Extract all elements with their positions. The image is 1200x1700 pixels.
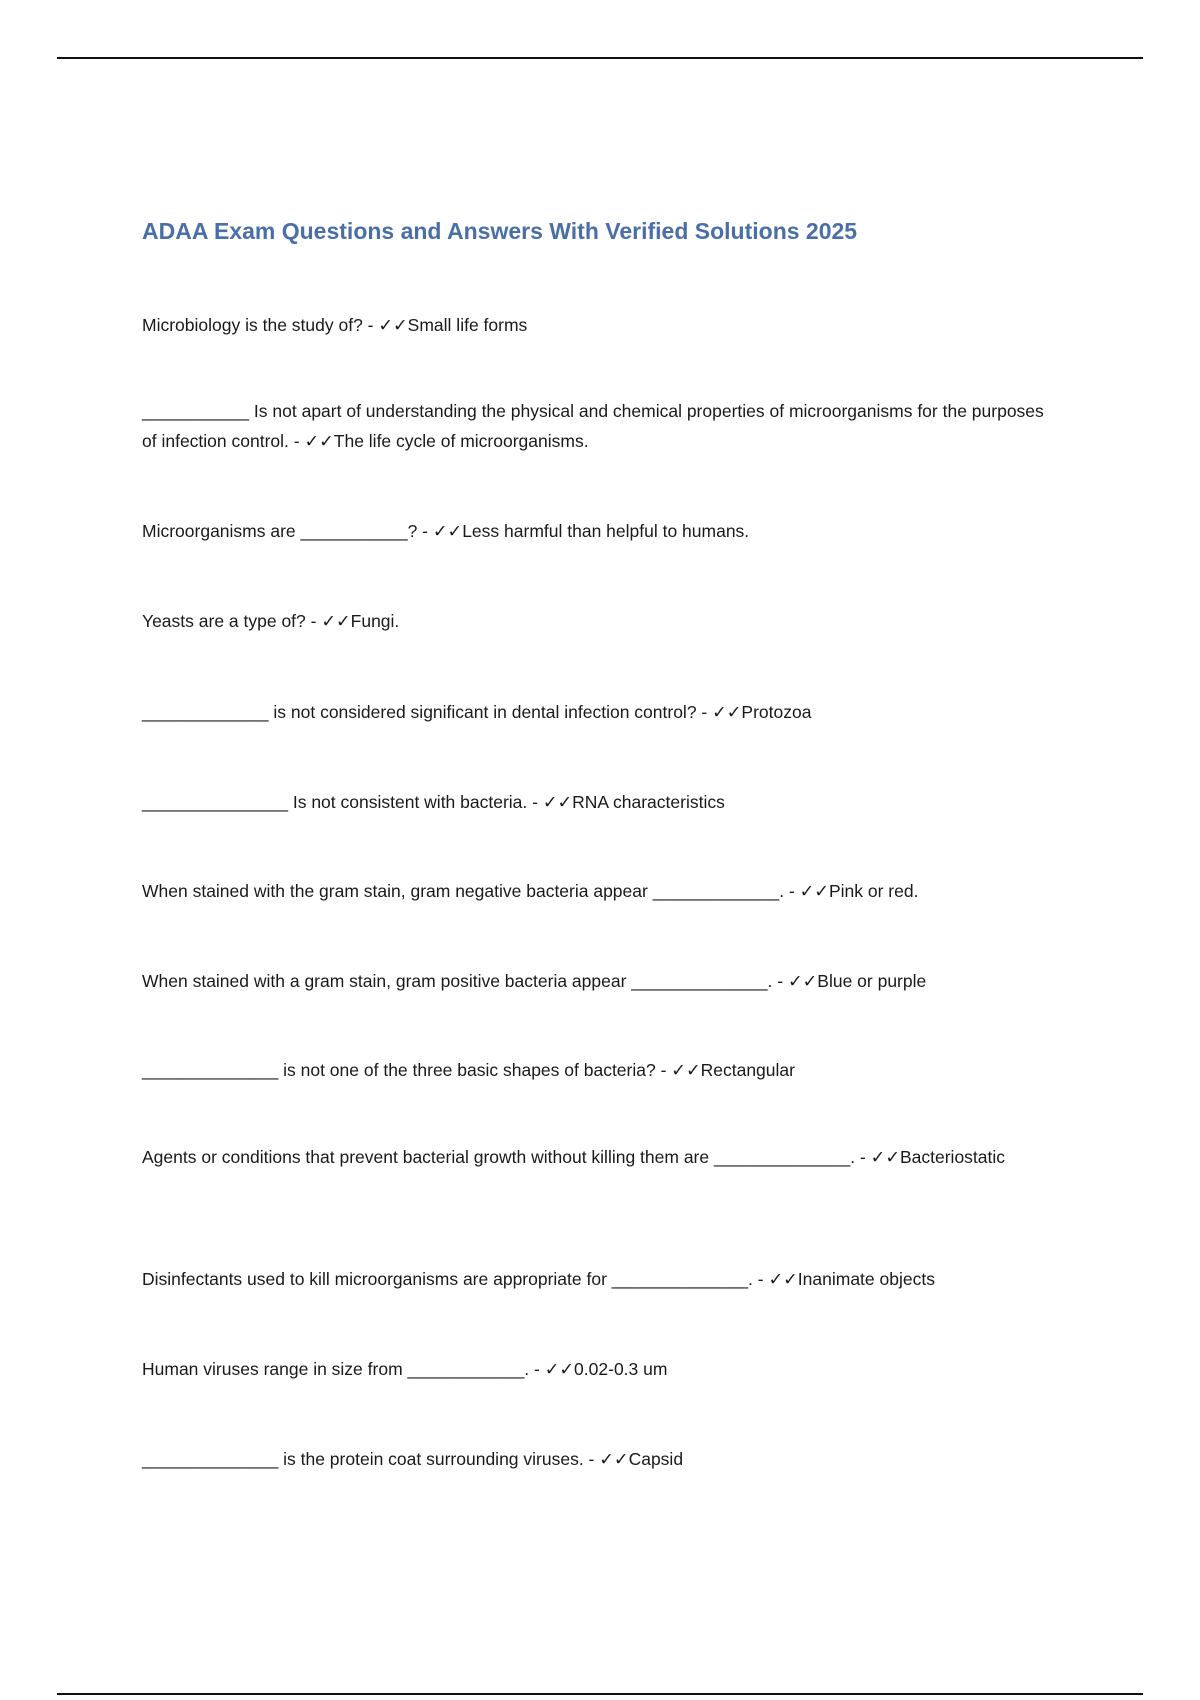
answer-text: ✓✓Small life forms <box>378 315 528 335</box>
answer-text: ✓✓Bacteriostatic <box>870 1147 1006 1167</box>
qa-item-6 <box>142 787 1062 817</box>
question-text: _______________ Is not consistent with bacteria. - <box>142 792 543 812</box>
document-title: ADAA Exam Questions and Answers With Verified Solutions 2025 <box>142 218 858 244</box>
bottom-rule <box>57 1693 1143 1695</box>
answer-text: ✓✓Pink or red. <box>799 881 919 901</box>
question-text: Agents or conditions that prevent bacterial growth without killing them are ______________. - <box>142 1147 871 1167</box>
question-text: ___________ Is not apart of understanding the physical and chemical properties of microorganisms for the purposes of infection control. - <box>142 401 1044 451</box>
answer-text: ✓✓Less harmful than helpful to humans. <box>432 521 750 541</box>
answer-text: ✓✓The life cycle of microorganisms. <box>304 431 589 451</box>
question-text: Human viruses range in size from ____________. - <box>142 1359 545 1379</box>
qa-item-1 <box>142 310 1062 340</box>
qa-item-10 <box>142 1142 1062 1172</box>
question-text: ______________ is the protein coat surrounding viruses. - <box>142 1449 600 1469</box>
question-text: Yeasts are a type of? - <box>142 611 322 631</box>
qa-item-2 <box>142 396 1062 456</box>
answer-text: ✓✓Capsid <box>599 1449 684 1469</box>
qa-item-11 <box>142 1264 1062 1294</box>
answer-text: ✓✓RNA characteristics <box>542 792 725 812</box>
qa-item-13 <box>142 1444 1062 1474</box>
question-text: When stained with the gram stain, gram negative bacteria appear _____________. - <box>142 881 800 901</box>
question-text: When stained with a gram stain, gram positive bacteria appear ______________. - <box>142 971 788 991</box>
answer-text: ✓✓Blue or purple <box>787 971 927 991</box>
top-rule <box>57 57 1143 59</box>
answer-text: ✓✓0.02-0.3 um <box>544 1359 668 1379</box>
qa-item-7 <box>142 876 1062 906</box>
question-text: Microorganisms are ___________? - <box>142 521 433 541</box>
answer-text: ✓✓Protozoa <box>712 702 812 722</box>
qa-item-12 <box>142 1354 1062 1384</box>
answer-text: ✓✓Inanimate objects <box>768 1269 935 1289</box>
qa-item-3 <box>142 516 1062 546</box>
question-text: _____________ is not considered significant in dental infection control? - <box>142 702 713 722</box>
question-text: Microbiology is the study of? - <box>142 315 379 335</box>
question-text: ______________ is not one of the three basic shapes of bacteria? - <box>142 1060 672 1080</box>
qa-item-5 <box>142 697 1062 727</box>
qa-item-8 <box>142 966 1062 996</box>
qa-item-9 <box>142 1055 1062 1085</box>
answer-text: ✓✓Fungi. <box>321 611 400 631</box>
qa-item-4 <box>142 606 1062 636</box>
answer-text: ✓✓Rectangular <box>671 1060 795 1080</box>
question-text: Disinfectants used to kill microorganisms are appropriate for ______________. - <box>142 1269 769 1289</box>
